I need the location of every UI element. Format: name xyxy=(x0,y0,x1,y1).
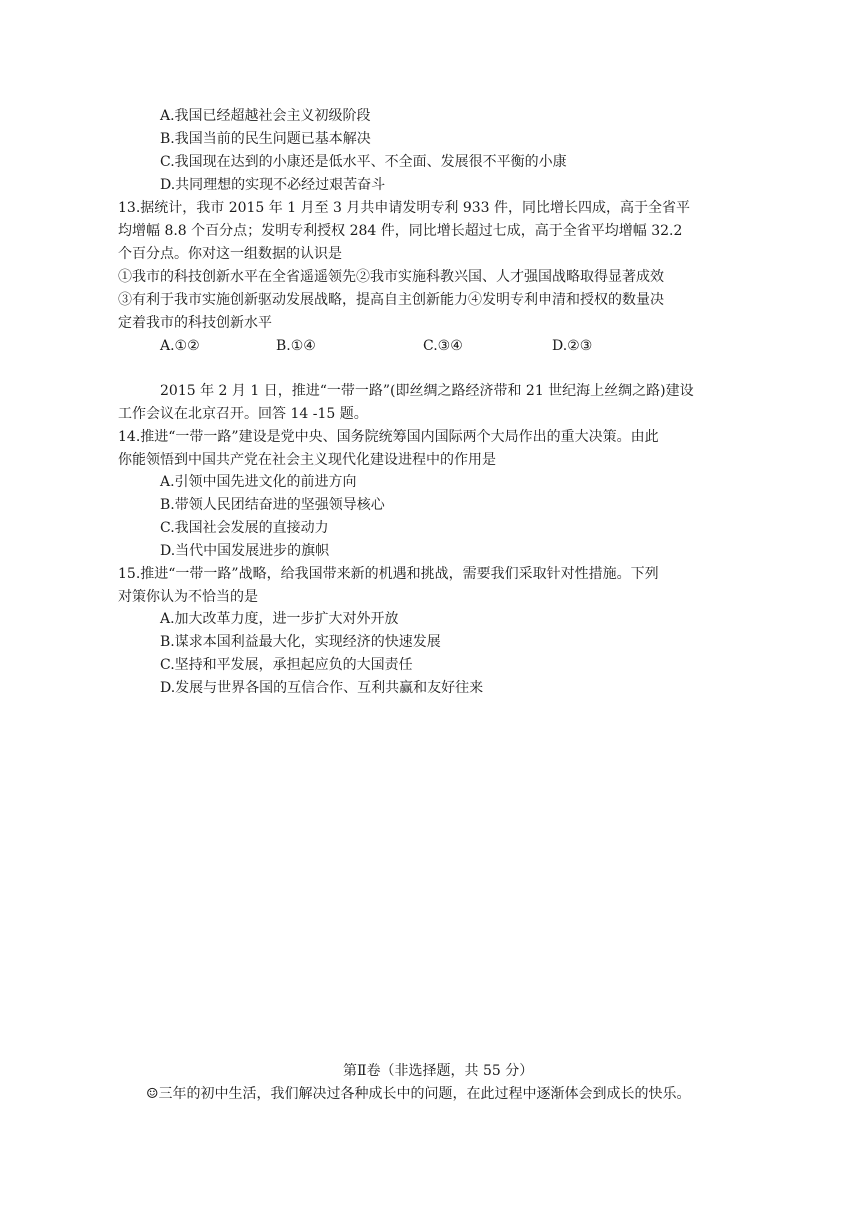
q15-option-c: C.坚持和平发展，承担起应负的大国责任 xyxy=(160,657,413,673)
q13-option-a: A.①② xyxy=(160,338,200,354)
q12-option-c: C.我国现在达到的小康还是低水平、不全面、发展很不平衡的小康 xyxy=(160,154,567,170)
q12-option-b: B.我国当前的民生问题已基本解决 xyxy=(160,131,371,147)
q14-option-d: D.当代中国发展进步的旗帜 xyxy=(160,543,330,559)
q12-option-a: A.我国已经超越社会主义初级阶段 xyxy=(160,108,371,124)
q14-stem-line-1: 14.推进“一带一路”建设是党中央、国务院统筹国内国际两个大局作出的重大决策。由此 xyxy=(118,429,659,445)
q13-option-b: B.①④ xyxy=(276,338,316,354)
q12-option-d: D.共同理想的实现不必经过艰苦奋斗 xyxy=(160,177,386,193)
q15-option-a: A.加大改革力度，进一步扩大对外开放 xyxy=(160,611,399,627)
q13-option-c: C.③④ xyxy=(423,338,463,354)
q13-stem-line-2: 均增幅 8.8 个百分点；发明专利授权 284 件，同比增长超过七成，高于全省平均增幅 32.2 xyxy=(118,223,683,239)
part2-title: 第Ⅱ卷（非选择题，共 55 分） xyxy=(343,1063,534,1079)
q13-statement-line-1: ①我市的科技创新水平在全省遥遥领先②我市实施科教兴国、人才强国战略取得显著成效 xyxy=(118,269,664,285)
q14-stem-line-2: 你能领悟到中国共产党在社会主义现代化建设进程中的作用是 xyxy=(118,452,496,468)
q15-stem-line-2: 对策你认为不恰当的是 xyxy=(118,589,258,605)
q14-option-a: A.引领中国先进文化的前进方向 xyxy=(160,474,357,490)
q13-stem-line-3: 个百分点。你对这一组数据的认识是 xyxy=(118,246,342,262)
q15-option-b: B.谋求本国利益最大化，实现经济的快速发展 xyxy=(160,634,441,650)
q13-stem-line-1: 13.据统计，我市 2015 年 1 月至 3 月共申请发明专利 933 件，同比增长四成，高于全省平 xyxy=(118,200,691,216)
q13-option-d: D.②③ xyxy=(552,338,593,354)
q15-stem-line-1: 15.推进“一带一路”战略，给我国带来新的机遇和挑战，需要我们采取针对性措施。下列 xyxy=(118,566,659,582)
q14-option-c: C.我国社会发展的直接动力 xyxy=(160,520,329,536)
q13-statement-line-3: 定着我市的科技创新水平 xyxy=(118,315,272,331)
q15-option-d: D.发展与世界各国的互信合作、互利共赢和友好往来 xyxy=(160,680,484,696)
q13-statement-line-2: ③有利于我市实施创新驱动发展战略，提高自主创新能力④发明专利申清和授权的数量决 xyxy=(118,292,664,308)
q14-option-b: B.带领人民团结奋进的坚强领导核心 xyxy=(160,497,385,513)
material-line-1: 2015 年 2 月 1 日，推进“一带一路”(即丝绸之路经济带和 21 世纪海上丝绸之路)建设 xyxy=(160,383,694,399)
material-line-2: 工作会议在北京召开。回答 14 -15 题。 xyxy=(118,406,368,422)
part2-intro: ☺三年的初中生活，我们解决过各种成长中的问题，在此过程中逐渐体会到成长的快乐。 xyxy=(146,1086,691,1102)
